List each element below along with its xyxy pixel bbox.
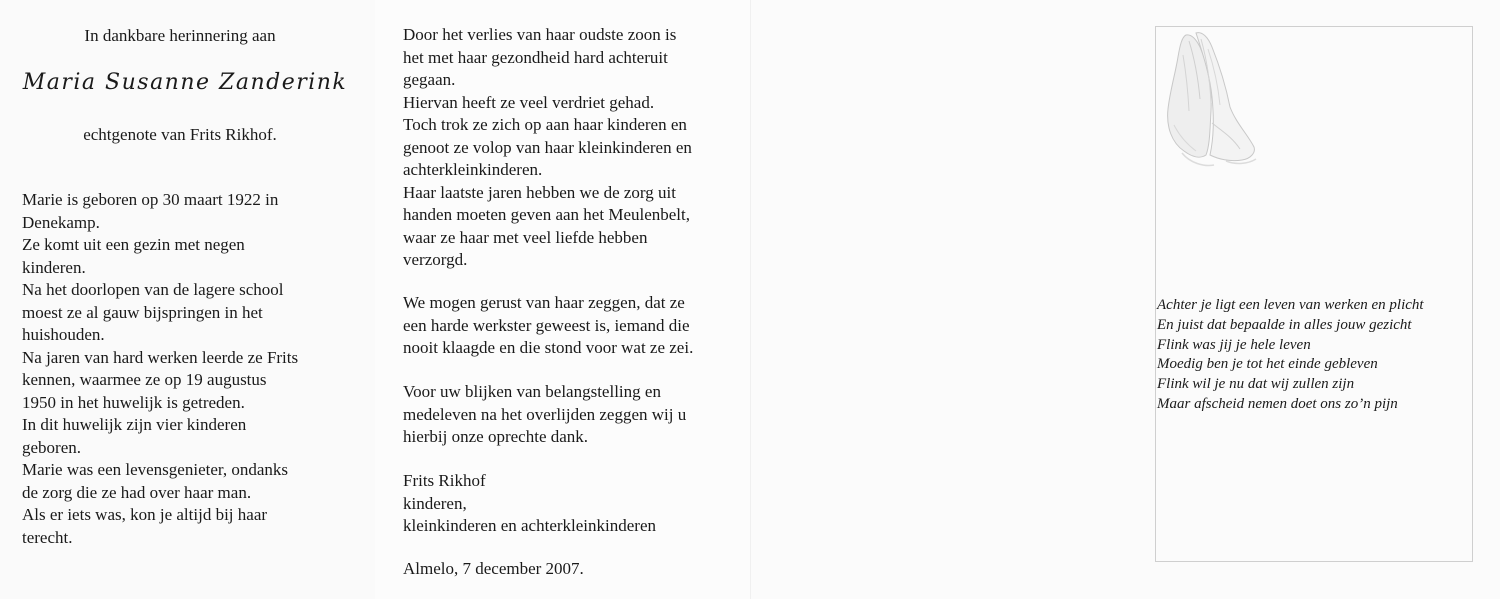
deceased-name: Maria Susanne Zanderink xyxy=(22,70,348,95)
poem-line: Maar afscheid nemen doet ons zo’n pijn xyxy=(1157,395,1398,412)
intro-line: In dankbare herinnering aan xyxy=(84,26,276,45)
place-and-date: Almelo, 7 december 2007. xyxy=(403,559,584,578)
card-panel-blank xyxy=(750,0,1126,599)
spouse-line: echtgenote van Frits Rikhof. xyxy=(83,125,277,144)
thanks-paragraph: Voor uw blijken van belangstelling en medeleven na het overlijden zeggen wij u hierbij onze oprechte dank. xyxy=(403,382,687,446)
praying-hands-icon xyxy=(1156,27,1268,170)
card-panel-left xyxy=(0,0,375,599)
memorial-poem xyxy=(1157,296,1469,415)
biography-text: Marie is geboren op 30 maart 1922 in Denekamp. Ze komt uit een gezin met negen kinderen. Na het doorlopen van de lagere school moest ze al gauw bijspringen in het huishouden. Na jaren van hard werken leerde ze Frits kennen, waarmee ze op 19 augustus 1950 in het huwelijk is getreden. In dit huwelijk zijn vier kinderen geboren. Marie was een levensgenieter, ondanks de zorg die ze had over haar man. Als er iets was, kon je altijd bij haar terecht. xyxy=(22,190,299,547)
card-panel-middle xyxy=(375,0,750,599)
hard-worker-paragraph: We mogen gerust van haar zeggen, dat ze een harde werkster geweest is, iemand die nooit klaagde en die stond voor wat ze zei. xyxy=(403,293,694,357)
poem-line: Flink wil je nu dat wij zullen zijn xyxy=(1157,376,1355,393)
health-decline-paragraph: Door het verlies van haar oudste zoon is het met haar gezondheid hard achteruit gegaan. Hiervan heeft ze veel verdriet gehad. Toch trok ze zich op aan haar kinderen en genoot ze volop van haar kleinkinderen en achterkleinkinderen. Haar laatste jaren hebben we de zorg uit handen moeten geven aan het Meulenbelt, waar ze haar met veel liefde hebben verzorgd. xyxy=(403,25,692,269)
poem-line: Moedig ben je tot het einde gebleven xyxy=(1157,356,1378,373)
poem-line: Flink was jij je hele leven xyxy=(1157,336,1311,353)
card-panel-right xyxy=(1125,0,1500,599)
poem-line: Achter je ligt een leven van werken en plicht xyxy=(1157,297,1424,313)
poem-line: En juist dat bepaalde in alles jouw gezicht xyxy=(1157,316,1412,333)
family-signature: Frits Rikhof kinderen, kleinkinderen en achterkleinkinderen xyxy=(403,471,656,535)
